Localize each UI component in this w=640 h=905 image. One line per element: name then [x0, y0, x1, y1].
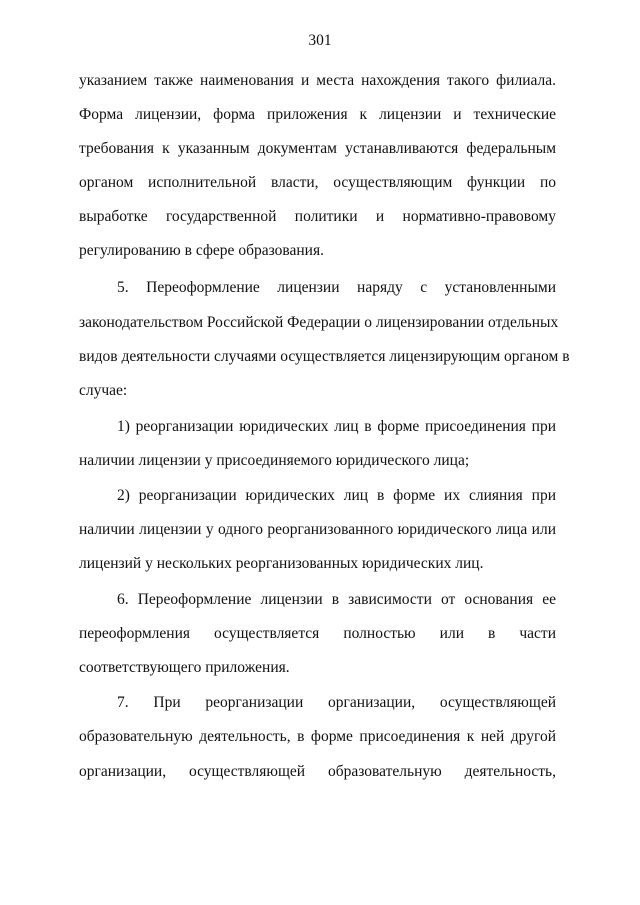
- text-line: Форма лицензии, форма приложения к лицензии и технические: [79, 106, 556, 123]
- text-line: соответствующего приложения.: [79, 659, 290, 676]
- text-line: 2) реорганизации юридических лиц в форме их слияния при: [117, 487, 556, 504]
- text-line: законодательством Российской Федерации о лицензировании отдельных: [79, 314, 559, 331]
- text-line: видов деятельности случаями осуществляется лицензирующим органом в: [79, 348, 570, 365]
- text-line: регулированию в сфере образования.: [79, 242, 324, 259]
- text-line: организации, осуществляющей образовательную деятельность,: [79, 763, 556, 780]
- text-line: требования к указанным документам устанавливаются федеральным: [79, 140, 556, 157]
- text-line: 1) реорганизации юридических лиц в форме присоединения при: [117, 418, 556, 435]
- page-number: 301: [308, 32, 332, 49]
- text-line: органом исполнительной власти, осуществляющим функции по: [79, 174, 556, 191]
- text-line: указанием также наименования и места нахождения такого филиала.: [79, 72, 556, 89]
- text-line: лицензий у нескольких реорганизованных юридических лиц.: [79, 555, 484, 572]
- text-line: 7. При реорганизации организации, осуществляющей: [117, 694, 556, 711]
- text-line: переоформления осуществляется полностью или в части: [79, 625, 556, 642]
- text-line: наличии лицензии у присоединяемого юридического лица;: [79, 452, 470, 469]
- text-line: 5. Переоформление лицензии наряду с установленными: [117, 279, 556, 296]
- text-line: выработке государственной политики и нормативно-правовому: [79, 208, 556, 225]
- text-line: образовательную деятельность, в форме присоединения к ней другой: [79, 728, 556, 745]
- text-line: случае:: [79, 382, 128, 399]
- text-line: 6. Переоформление лицензии в зависимости от основания ее: [117, 591, 556, 608]
- text-line: наличии лицензии у одного реорганизованного юридического лица или: [79, 521, 556, 538]
